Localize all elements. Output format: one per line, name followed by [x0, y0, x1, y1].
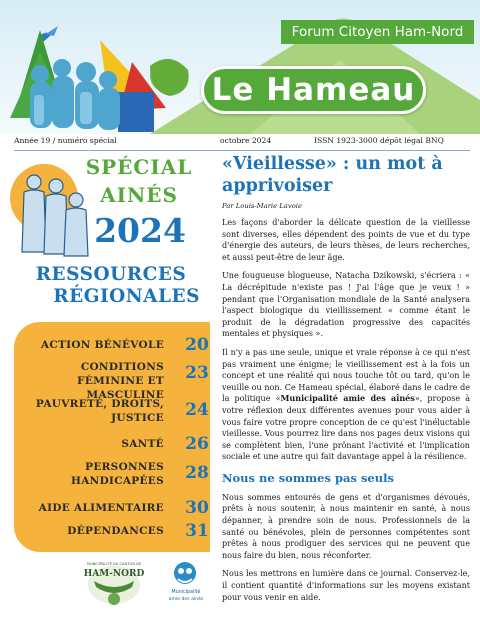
hamnord-logo-caption: MUNICIPALITÉ DU CANTON DE — [86, 562, 142, 566]
article-paragraph-4: Nous sommes entourés de gens et d'organismes dévoués, prêts à nous soutenir, à nous maintenir en santé, à nous dépanner, à prendre soin de nous. Professionnels de la santé ou bénévoles, plein de personnes compétentes sont prêtes à nous prodiguer des services qui ne peuvent que nous faire du bien, nous réconforter. — [222, 492, 470, 560]
toc-item-label: CONDITIONS FÉMININE ET MASCULINE — [77, 361, 164, 401]
year-heading: 2024 — [94, 211, 186, 250]
article-subheading: Nous ne sommes pas seuls — [222, 470, 394, 485]
issue-info-bar — [0, 136, 480, 148]
toc-item-page-number: 20 — [185, 335, 209, 355]
toc-item-page-number: 30 — [185, 498, 209, 518]
article-title: «Vieillesse» : un mot à apprivoiser — [222, 154, 443, 196]
ressources-line: RESSOURCES — [35, 264, 187, 285]
article-paragraph-1: Les façons d'aborder la délicate question de la vieillesse sont diverses, elles dépendent des points de vue et du type d'énergie des auteurs, de leurs thèses, de leurs recherches, et aussi peut-être de leur âge. — [222, 218, 470, 262]
leaf-shape-2 — [150, 59, 189, 96]
hamnord-logo-text: HAM-NORD — [83, 569, 145, 579]
toc-item-label: SANTÉ — [121, 438, 164, 450]
elders-illustration — [10, 160, 92, 260]
toc-item-label: PERSONNES HANDICAPÉES — [71, 461, 164, 487]
amie-logo-line1: Municipalité — [171, 590, 201, 595]
amie-des-aines-logo-icon — [174, 562, 196, 584]
logos-area — [74, 557, 208, 615]
amie-logo-line2: amie des aînés — [168, 597, 204, 602]
article-paragraph-5: Nous les mettrons en lumière dans ce journal. Conservez-le, il contient quantité d'informations sur les moyens existant pour vous venir en aide. — [222, 569, 470, 602]
p3-start: Il n'y a pas une seule, unique et vraie réponse à ce qui n'est pas vraiment une énigme; le vieillissement est à la fois un concept et une réalité qui nous touche tôt ou tard, qu'on le veuille ou non. Ce Hameau spécial, élaboré dans le cadre de la politique « — [222, 347, 470, 404]
article — [222, 150, 470, 603]
toc-item-label: PAUVRETÉ, DROITS, JUSTICE — [35, 398, 164, 424]
forum-banner: Forum Citoyen Ham-Nord — [281, 20, 474, 44]
toc-item-page-number: 28 — [185, 463, 209, 483]
issn-label: ISSN 1923-3000 dépôt légal BNQ — [314, 136, 444, 145]
toc-item-page-number: 24 — [185, 400, 209, 420]
toc-item-label: AIDE ALIMENTAIRE — [38, 502, 164, 514]
toc-item-label: ACTION BÉNÉVOLE — [40, 339, 164, 351]
blue-square-shape — [118, 92, 154, 132]
aines-heading: AINÉS — [100, 183, 178, 207]
p3-end: », propose à votre réflexion deux différentes avenues pour vous aider à vous faire votre propre conception de ce qu'est l'inéluctable vieillesse. Vous pourrez lire dans nos pages deux visions qui se complètent bien, l'une prônant l'activité et l'implication sociale et une autre qui fait davantage appel à la résilience. — [222, 394, 470, 462]
special-heading: SPÉCIAL — [85, 155, 193, 179]
toc-item-page-number: 23 — [185, 363, 209, 383]
article-byline: Par Louis-Marie Lavoie — [222, 202, 302, 210]
toc-item-page-number: 26 — [185, 434, 209, 454]
toc-item-label: DÉPENDANCES — [67, 525, 164, 537]
regional-resources-heading — [16, 264, 206, 308]
article-paragraph-2: Une fougueuse blogueuse, Natacha Dzikowski, s'écriera : « La décrépitude n'existe pas ! J'ai l'âge que je veux ! » pendant que l'Organisation mondiale de la Santé analysera l'aspect biologique du vieillissement « comme étant le produit de la dégradation progressive des capacités mentales et physiques ». — [222, 271, 470, 339]
issue-number: Année 19 / numéro spécial — [14, 136, 117, 145]
issue-date: octobre 2024 — [220, 136, 272, 145]
newspaper-title: Le Hameau — [201, 66, 426, 114]
article-paragraph-3 — [222, 347, 470, 463]
masthead — [0, 0, 480, 134]
p3-bold: Municipalité amie des aînés — [280, 393, 415, 404]
regionales-line: RÉGIONALES — [53, 286, 200, 307]
hamnord-emblem-icon — [108, 593, 120, 605]
toc-item-page-number: 31 — [185, 521, 209, 541]
